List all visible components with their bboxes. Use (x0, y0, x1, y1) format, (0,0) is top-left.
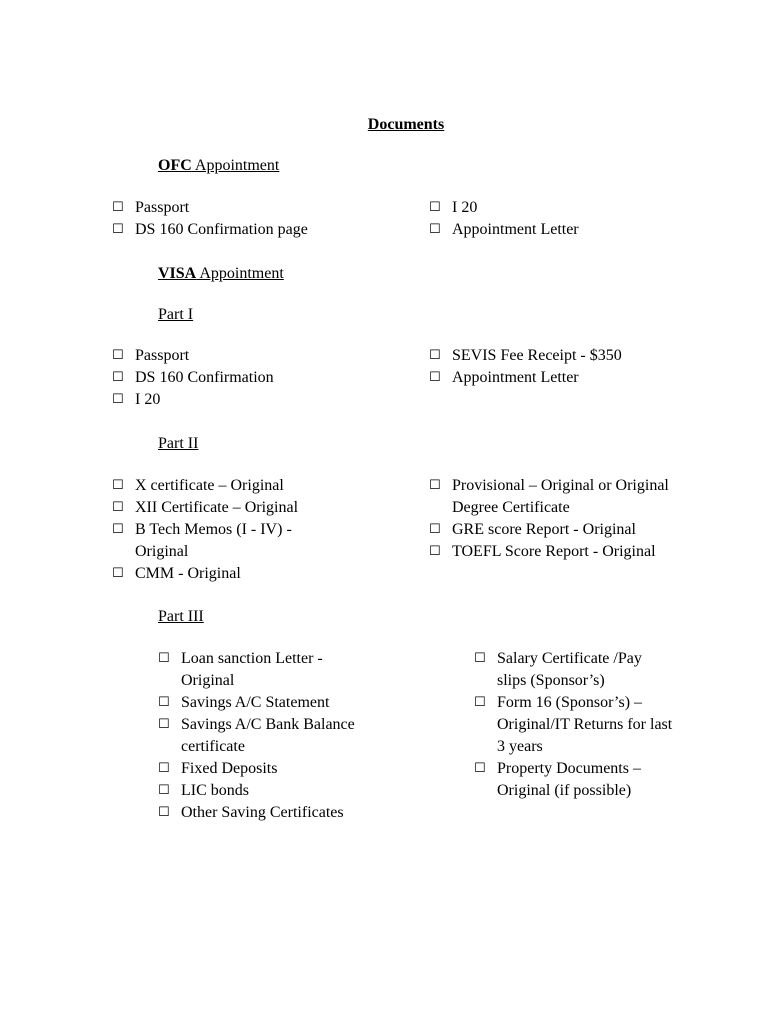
checkbox-icon[interactable]: ☐ (158, 761, 170, 776)
list-item (429, 345, 729, 367)
item-label: Loan sanction Letter - Original (181, 650, 323, 689)
part-2-heading: Part II (158, 435, 199, 452)
item-label: Property Documents – Original (if possible) (497, 760, 641, 799)
ofc-heading-rest: Appointment (191, 157, 280, 174)
checkbox-icon[interactable]: ☐ (112, 370, 124, 385)
list-item (112, 475, 327, 497)
checkbox-icon[interactable]: ☐ (112, 566, 124, 581)
item-label: B Tech Memos (I - IV) - Original (135, 521, 292, 560)
item-label: Provisional – Original or Original Degree Certificate (452, 477, 669, 516)
checkbox-icon[interactable]: ☐ (474, 651, 486, 666)
list-item (474, 692, 674, 758)
part-3-right-checklist (474, 648, 674, 802)
list-item (429, 219, 729, 241)
part-2-left-checklist (112, 475, 327, 585)
checkbox-icon[interactable]: ☐ (429, 222, 441, 237)
list-item (474, 648, 674, 692)
list-item (158, 802, 368, 824)
list-item (112, 367, 412, 389)
list-item (429, 519, 685, 541)
list-item (429, 475, 685, 519)
list-item (158, 780, 368, 802)
document-title: Documents (367, 116, 445, 133)
item-label: SEVIS Fee Receipt - $350 (452, 347, 622, 364)
checkbox-icon[interactable]: ☐ (112, 222, 124, 237)
checkbox-icon[interactable]: ☐ (158, 783, 170, 798)
list-item (158, 758, 368, 780)
list-item (112, 563, 327, 585)
ofc-left-checklist (112, 197, 412, 241)
item-label: DS 160 Confirmation page (135, 221, 308, 238)
list-item (158, 714, 368, 758)
list-item (429, 367, 729, 389)
part-3-heading: Part III (158, 608, 204, 625)
checkbox-icon[interactable]: ☐ (429, 200, 441, 215)
checkbox-icon[interactable]: ☐ (158, 717, 170, 732)
ofc-heading-bold: OFC (158, 157, 192, 174)
checkbox-icon[interactable]: ☐ (158, 695, 170, 710)
item-label: CMM - Original (135, 565, 241, 582)
visa-heading-rest: Appointment (196, 265, 284, 282)
item-label: Fixed Deposits (181, 760, 278, 777)
list-item (112, 197, 412, 219)
item-label: Passport (135, 347, 190, 364)
item-label: Savings A/C Bank Balance certificate (181, 716, 355, 755)
list-item (112, 345, 412, 367)
checkbox-icon[interactable]: ☐ (474, 695, 486, 710)
checkbox-icon[interactable]: ☐ (112, 478, 124, 493)
checkbox-icon[interactable]: ☐ (429, 478, 441, 493)
item-label: Salary Certificate /Pay slips (Sponsor’s) (497, 650, 642, 689)
ofc-appointment-heading (158, 157, 279, 175)
checkbox-icon[interactable]: ☐ (429, 348, 441, 363)
list-item (112, 519, 327, 563)
list-item (429, 197, 729, 219)
item-label: TOEFL Score Report - Original (452, 543, 656, 560)
item-label: LIC bonds (181, 782, 249, 799)
checkbox-icon[interactable]: ☐ (429, 522, 441, 537)
ofc-right-checklist (429, 197, 729, 241)
checkbox-icon[interactable]: ☐ (112, 200, 124, 215)
list-item (158, 692, 368, 714)
item-label: Form 16 (Sponsor’s) – Original/IT Returns for last 3 years (497, 694, 673, 755)
checkbox-icon[interactable]: ☐ (429, 370, 441, 385)
item-label: Other Saving Certificates (181, 804, 344, 821)
item-label: I 20 (135, 391, 161, 408)
checkbox-icon[interactable]: ☐ (474, 761, 486, 776)
list-item (112, 389, 412, 411)
part-1-left-checklist (112, 345, 412, 411)
part-1-right-checklist (429, 345, 729, 389)
list-item (429, 541, 685, 563)
list-item (474, 758, 674, 802)
item-label: Savings A/C Statement (181, 694, 330, 711)
checkbox-icon[interactable]: ☐ (112, 348, 124, 363)
checkbox-icon[interactable]: ☐ (112, 392, 124, 407)
checkbox-icon[interactable]: ☐ (112, 522, 124, 537)
visa-heading-bold: VISA (158, 265, 197, 282)
item-label: Appointment Letter (452, 221, 579, 238)
item-label: I 20 (452, 199, 478, 216)
checkbox-icon[interactable]: ☐ (429, 544, 441, 559)
item-label: DS 160 Confirmation (135, 369, 274, 386)
checkbox-icon[interactable]: ☐ (158, 805, 170, 820)
part-3-left-checklist (158, 648, 368, 824)
part-1-heading: Part I (158, 306, 194, 323)
item-label: Appointment Letter (452, 369, 579, 386)
checkbox-icon[interactable]: ☐ (112, 500, 124, 515)
list-item (112, 219, 412, 241)
item-label: XII Certificate – Original (135, 499, 299, 516)
list-item (112, 497, 327, 519)
item-label: Passport (135, 199, 190, 216)
visa-appointment-heading (158, 265, 284, 283)
part-2-right-checklist (429, 475, 685, 563)
list-item (158, 648, 368, 692)
item-label: GRE score Report - Original (452, 521, 636, 538)
checkbox-icon[interactable]: ☐ (158, 651, 170, 666)
item-label: X certificate – Original (135, 477, 284, 494)
